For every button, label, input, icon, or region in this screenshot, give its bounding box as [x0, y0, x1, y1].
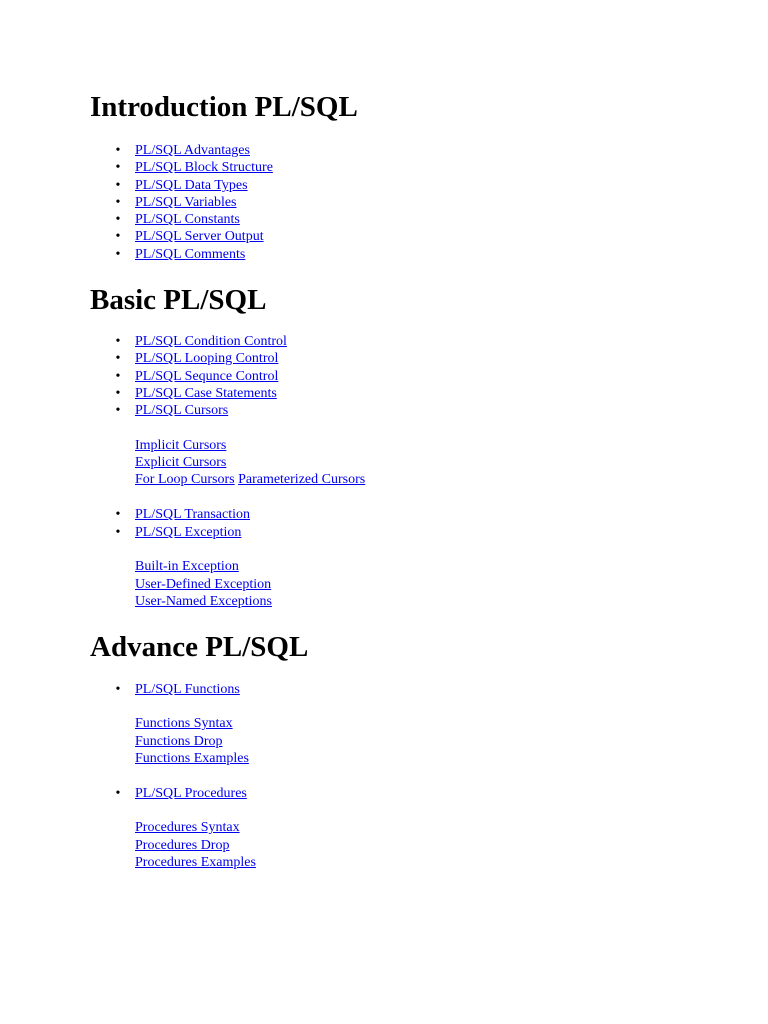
list-item — [115, 194, 237, 212]
bullet-icon: • — [115, 334, 121, 349]
link-built-in-exception[interactable]: Built-in Exception — [135, 559, 239, 574]
list-item — [115, 177, 248, 195]
list-item — [115, 681, 240, 699]
link-procedures-syntax[interactable]: Procedures Syntax — [135, 820, 240, 835]
link-plsql-condition-control[interactable]: PL/SQL Condition Control — [135, 334, 287, 349]
list-item — [115, 333, 287, 351]
link-plsql-data-types[interactable]: PL/SQL Data Types — [135, 178, 248, 193]
sub-list-item — [135, 437, 226, 455]
bullet-icon: • — [115, 195, 121, 210]
list-item — [115, 785, 247, 803]
link-parameterized-cursors[interactable]: Parameterized Cursors — [238, 472, 366, 487]
list-item — [115, 246, 246, 264]
bullet-icon: • — [115, 178, 121, 193]
link-plsql-transaction[interactable]: PL/SQL Transaction — [135, 507, 250, 522]
bullet-icon: • — [115, 143, 121, 158]
sub-list-item — [135, 750, 249, 768]
sub-list-item — [135, 733, 223, 751]
link-implicit-cursors[interactable]: Implicit Cursors — [135, 438, 227, 453]
sub-list-item — [135, 454, 226, 472]
link-user-named-exceptions[interactable]: User-Named Exceptions — [135, 594, 272, 609]
list-item — [115, 159, 273, 177]
link-plsql-comments[interactable]: PL/SQL Comments — [135, 247, 246, 262]
link-plsql-functions[interactable]: PL/SQL Functions — [135, 682, 240, 697]
bullet-icon: • — [115, 507, 121, 522]
bullet-icon: • — [115, 525, 121, 540]
list-item — [115, 524, 242, 542]
bullet-icon: • — [115, 351, 121, 366]
sub-list-item — [135, 576, 271, 594]
link-plsql-server-output[interactable]: PL/SQL Server Output — [135, 229, 264, 244]
sub-list-item — [135, 558, 239, 576]
bullet-icon: • — [115, 247, 121, 262]
bullet-icon: • — [115, 160, 121, 175]
link-plsql-cursors[interactable]: PL/SQL Cursors — [135, 403, 229, 418]
bullet-icon: • — [115, 786, 121, 801]
link-for-loop-cursors[interactable]: For Loop Cursors — [135, 472, 235, 487]
bullet-icon: • — [115, 229, 121, 244]
link-plsql-procedures[interactable]: PL/SQL Procedures — [135, 786, 247, 801]
sub-list-item — [135, 593, 272, 611]
link-functions-examples[interactable]: Functions Examples — [135, 751, 249, 766]
list-item — [115, 142, 250, 160]
section-heading-advance: Advance PL/SQL — [90, 631, 309, 663]
list-item — [115, 368, 279, 386]
section-heading-introduction: Introduction PL/SQL — [90, 91, 358, 123]
list-item — [115, 506, 250, 524]
link-functions-drop[interactable]: Functions Drop — [135, 734, 223, 749]
sub-list-item — [135, 471, 365, 489]
link-procedures-examples[interactable]: Procedures Examples — [135, 855, 256, 870]
section-heading-basic: Basic PL/SQL — [90, 284, 267, 316]
link-plsql-variables[interactable]: PL/SQL Variables — [135, 195, 237, 210]
sub-list-item — [135, 715, 233, 733]
link-plsql-constants[interactable]: PL/SQL Constants — [135, 212, 240, 227]
bullet-icon: • — [115, 212, 121, 227]
link-user-defined-exception[interactable]: User-Defined Exception — [135, 577, 272, 592]
bullet-icon: • — [115, 403, 121, 418]
list-item — [115, 211, 240, 229]
sub-list-item — [135, 854, 256, 872]
link-plsql-advantages[interactable]: PL/SQL Advantages — [135, 143, 250, 158]
bullet-icon: • — [115, 369, 121, 384]
list-item — [115, 350, 279, 368]
link-plsql-block-structure[interactable]: PL/SQL Block Structure — [135, 160, 273, 175]
link-explicit-cursors[interactable]: Explicit Cursors — [135, 455, 227, 470]
sub-list-item — [135, 837, 229, 855]
link-plsql-sequnce-control[interactable]: PL/SQL Sequnce Control — [135, 369, 279, 384]
link-plsql-exception[interactable]: PL/SQL Exception — [135, 525, 242, 540]
list-item — [115, 402, 229, 420]
link-plsql-case-statements[interactable]: PL/SQL Case Statements — [135, 386, 277, 401]
bullet-icon: • — [115, 682, 121, 697]
bullet-icon: • — [115, 386, 121, 401]
link-procedures-drop[interactable]: Procedures Drop — [135, 838, 230, 853]
list-item — [115, 228, 264, 246]
sub-list-item — [135, 819, 240, 837]
list-item — [115, 385, 277, 403]
link-plsql-looping-control[interactable]: PL/SQL Looping Control — [135, 351, 279, 366]
link-functions-syntax[interactable]: Functions Syntax — [135, 716, 233, 731]
